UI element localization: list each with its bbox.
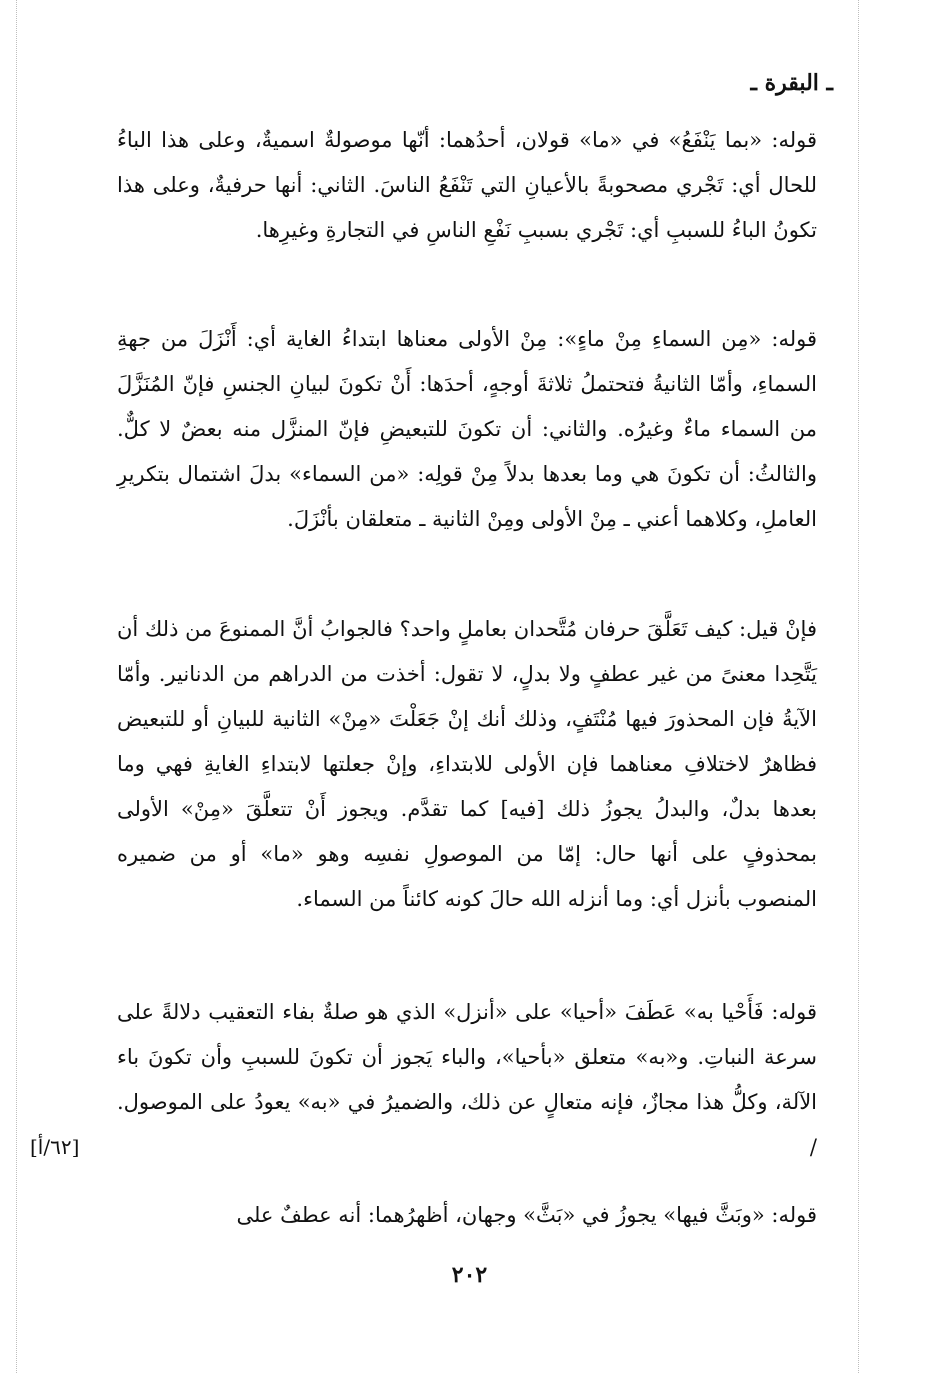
paragraph-4: قوله: فَأَحْيا به» عَطَفَ «أحيا» على «أنزل» الذي هو صلةٌ بفاء التعقيب دلالةً على سرعة النباتِ. و«به» متعلق «بأحيا»، والباء يَجوز أن تكونَ للسببِ وأن تكونَ باء الآلة، وكلُّ هذا مجازٌ، فإنه متعالٍ عن ذلك، والضميرُ في «به» يعودُ على الموصول. / (117, 1000, 817, 1159)
right-margin-dotted-line (858, 0, 859, 1373)
running-header: ـ البقرة ـ (750, 70, 833, 96)
paragraph-5: قوله: «وبَثَّ فيها» يجوزُ في «بَثَّ» وجهان، أظهرُهما: أنه عطفٌ على (236, 1203, 817, 1227)
manuscript-folio-reference: [٦٢/أ] (30, 1135, 80, 1159)
left-margin-dotted-line (16, 0, 17, 1373)
paragraph-3: فإنْ قيل: كيف تَعَلَّقَ حرفان مُتَّحدان بعاملٍ واحد؟ فالجوابُ أنَّ الممنوعَ من ذلك أن يَتَّحِدا معنىً من غير عطفٍ ولا بدلٍ، لا تقول: أخذت من الدراهم من الدنانير. وأمّا الآيةُ فإن المحذورَ فيها مُنْتَفٍ، وذلك أنك إنْ جَعَلْتَ «مِنْ» الثانية للبيانِ أو للتبعيض فظاهرٌ لاختلافِ معناهما فإن الأولى للابتداءِ، وإنْ جعلتها لابتداءِ الغايةِ فهي وما بعدها بدلٌ، والبدلُ يجوزُ ذلك [فيه] كما تقدَّم. ويجوز أَنْ تتعلَّقَ «مِنْ» الأولى بمحذوفٍ على أنها حال: إمّا من الموصولِ نفسِه وهو «ما» أو من ضميره المنصوب بأنزل أي: وما أنزله الله حالَ كونه كائناً من السماء. (117, 617, 817, 911)
paragraph-2: قوله: «مِن السماءِ مِنْ ماءٍ»: مِنْ الأولى معناها ابتداءُ الغاية أي: أَنْزَلَ من جهةِ السماءِ، وأمّا الثانيةُ فتحتملُ ثلاثةَ أوجهٍ، أحدَها: أَنْ تكونَ لبيانِ الجنسِ فإنّ المُنَزَّلَ من السماء ماءٌ وغيرُه. والثاني: أن تكونَ للتبعيضِ فإنّ المنزَّل منه بعضٌ لا كلٌّ. والثالثُ: أن تكونَ هي وما بعدها بدلاً مِنْ قولِه: «من السماء» بدلَ اشتمال بتكريرِ العاملِ، وكلاهما أعني ـ مِنْ الأولى ومِنْ الثانية ـ متعلقان بأنْزَلَ. (117, 327, 817, 531)
paragraph-1: قوله: «بما يَنْفَعُ» في «ما» قولان، أحدُهما: أنّها موصولةٌ اسميةٌ، وعلى هذا الباءُ للحال أي: تَجْري مصحوبةً بالأعيانِ التي تَنْفَعُ الناسَ. الثاني: أنها حرفيةٌ، وعلى هذا تكونُ الباءُ للسببِ أي: تَجْري بسببِ نَفْعِ الناسِ في التجارةِ وغيرِها. (117, 128, 817, 242)
page-number: ٢٠٢ (451, 1262, 488, 1288)
